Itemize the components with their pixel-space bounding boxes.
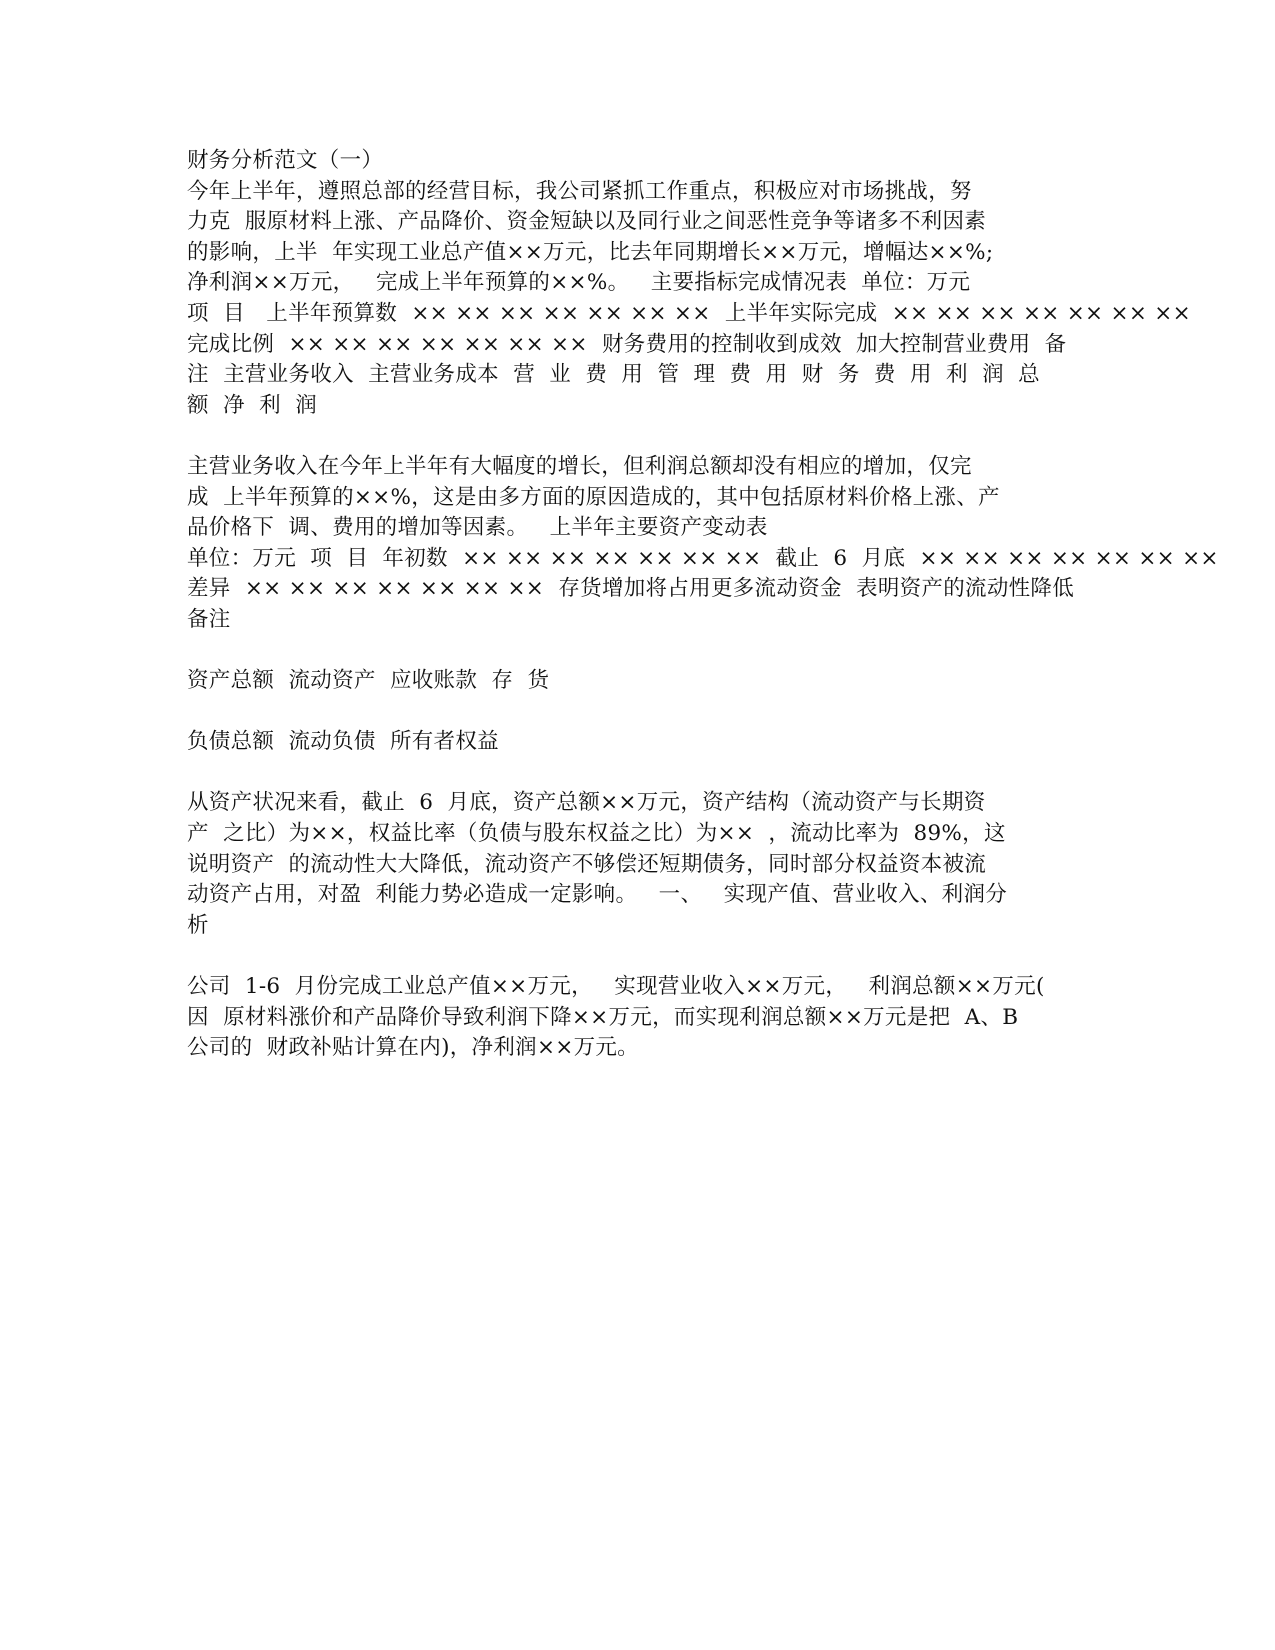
text-line: 额 净 利 润 bbox=[187, 392, 318, 418]
asset-analysis-paragraph bbox=[187, 788, 1087, 941]
text-line: 今年上半年，遵照总部的经营目标，我公司紧抓工作重点，积极应对市场挑战，努 bbox=[187, 178, 972, 204]
document-body bbox=[187, 146, 1219, 1064]
text-line: 净利润××万元， 完成上半年预算的××%。 主要指标完成情况表 单位：万元 bbox=[187, 270, 971, 296]
text-line: 主营业务收入在今年上半年有大幅度的增长，但利润总额却没有相应的增加，仅完 bbox=[187, 453, 972, 479]
text-line: 析 bbox=[187, 912, 209, 938]
paragraph-gap bbox=[187, 697, 1087, 728]
text-line: 资产总额 流动资产 应收账款 存 货 bbox=[187, 668, 550, 694]
text-line: 品价格下 调、费用的增加等因素。 上半年主要资产变动表 bbox=[187, 515, 768, 541]
text-line: 注 主营业务收入 主营业务成本 营 业 费 用 管 理 费 用 财 务 费 用 利 润 总 bbox=[187, 362, 1040, 388]
text-line: 力克 服原材料上涨、产品降价、资金短缺以及同行业之间恶性竞争等诸多不利因素 bbox=[187, 209, 987, 235]
paragraph-gap bbox=[187, 758, 1087, 789]
text-line: 产 之比）为××，权益比率（负债与股东权益之比）为×× ，流动比率为 89%，这 bbox=[187, 821, 1006, 847]
paragraph-gap bbox=[187, 421, 1087, 452]
text-line: 单位：万元 项 目 年初数 ×× ×× ×× ×× ×× ×× ×× 截止 6 月底 ×× ×× ×× ×× ×× ×× ×× bbox=[187, 545, 1219, 571]
title-block bbox=[187, 146, 1191, 421]
revenue-paragraph bbox=[187, 452, 1219, 636]
asset-items bbox=[187, 666, 1087, 697]
text-line: 负债总额 流动负债 所有者权益 bbox=[187, 729, 499, 755]
text-line: 因 原材料涨价和产品降价导致利润下降××万元，而实现利润总额××万元是把 A、B bbox=[187, 1004, 1019, 1030]
text-line: 动资产占用，对盈 利能力势必造成一定影响。 一、 实现产值、营业收入、利润分 bbox=[187, 882, 1008, 908]
text-line: 完成比例 ×× ×× ×× ×× ×× ×× ×× 财务费用的控制收到成效 加大控制营业费用 备 bbox=[187, 331, 1067, 357]
liability-items bbox=[187, 727, 1087, 758]
document-title: 财务分析范文（一） bbox=[187, 148, 384, 173]
profit-paragraph bbox=[187, 972, 1087, 1064]
text-line: 公司 1-6 月份完成工业总产值××万元， 实现营业收入××万元， 利润总额××万元( bbox=[187, 974, 1045, 1000]
text-line: 的影响，上半 年实现工业总产值××万元，比去年同期增长××万元，增幅达××%; bbox=[187, 239, 994, 265]
text-line: 从资产状况来看，截止 6 月底，资产总额××万元，资产结构（流动资产与长期资 bbox=[187, 790, 986, 816]
paragraph-gap bbox=[187, 636, 1087, 667]
text-line: 说明资产 的流动性大大降低，流动资产不够偿还短期债务，同时部分权益资本被流 bbox=[187, 851, 987, 877]
paragraph-gap bbox=[187, 941, 1087, 972]
text-line: 公司的 财政补贴计算在内)，净利润××万元。 bbox=[187, 1035, 639, 1061]
text-line: 差异 ×× ×× ×× ×× ×× ×× ×× 存货增加将占用更多流动资金 表明资产的流动性降低 bbox=[187, 576, 1075, 602]
text-line: 备注 bbox=[187, 606, 231, 632]
text-line: 成 上半年预算的××%，这是由多方面的原因造成的，其中包括原材料价格上涨、产 bbox=[187, 484, 1000, 510]
text-line: 项 目 上半年预算数 ×× ×× ×× ×× ×× ×× ×× 上半年实际完成 ×× ×× ×× ×× ×× ×× ×× bbox=[187, 300, 1191, 326]
